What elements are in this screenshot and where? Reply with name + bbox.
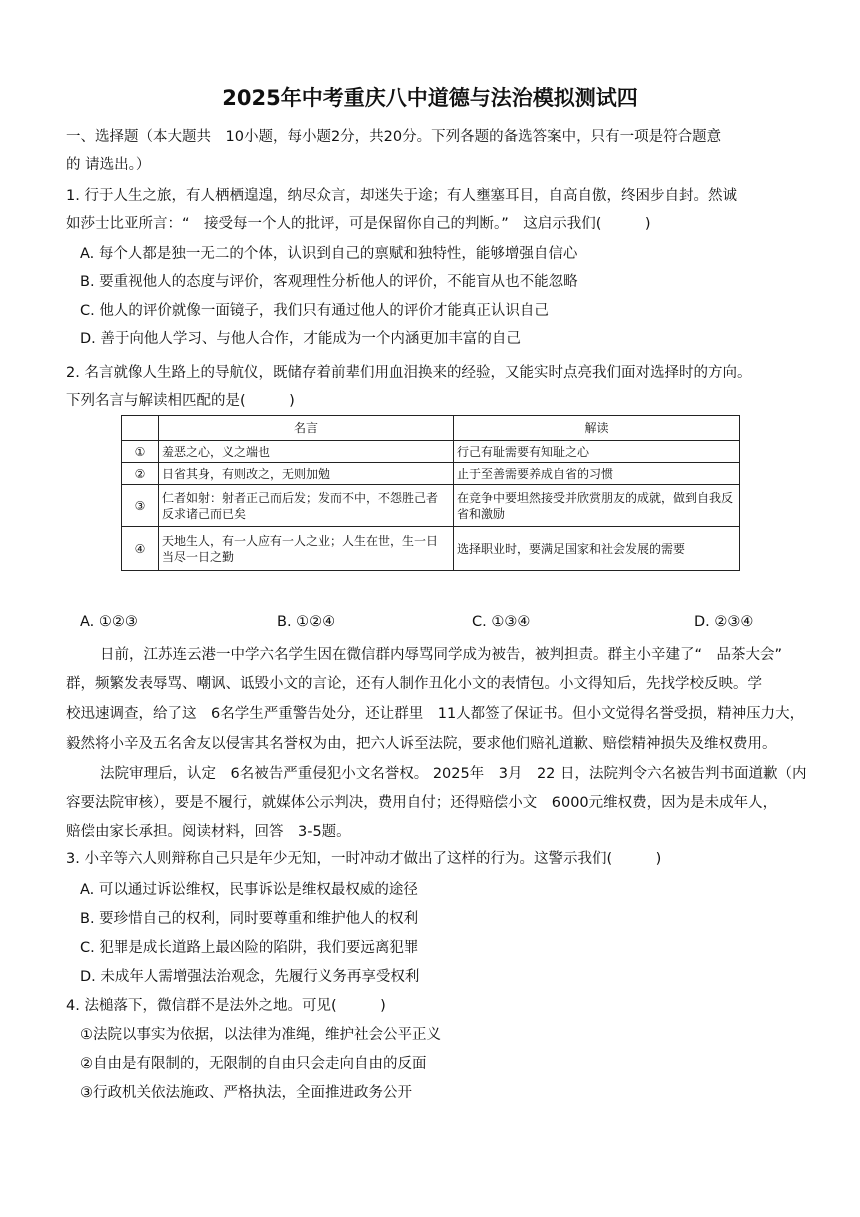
material-p2-line-1: 法院审理后，认定 6名被告严重侵犯小文名誉权。 2025年 3月 22 日，法院判令六名被告判书面道歉（内 <box>100 766 807 782</box>
q3-option-a: A. 可以通过诉讼维权，民事诉讼是维权最权威的途径 <box>80 882 418 898</box>
material-p2-line-3: 赔偿由家长承担。阅读材料，回答 3-5题。 <box>66 824 351 840</box>
material-p1-line-3: 校迅速调查，给了这 6名学生严重警告处分，还让群里 11人都签了保证书。但小文觉得名誉受损，精神压力大， <box>66 706 805 722</box>
quotes-table <box>121 415 740 571</box>
material-p2-line-2: 容要法院审核），要是不履行，就媒体公示判决，费用自付；还得赔偿小文 6000元维权费，因为是未成年人， <box>66 795 778 811</box>
q1-option-a: A. 每个人都是独一无二的个体，认识到自己的禀赋和独特性，能够增强自信心 <box>80 246 578 262</box>
table-cell-interpretation: 止于至善需要养成自省的习惯 <box>454 463 740 485</box>
section-header-line-2: 的 请选出。） <box>66 157 151 173</box>
q3-option-d: D. 未成年人需增强法治观念，先履行义务再享受权利 <box>80 969 420 985</box>
table-cell-interpretation: 选择职业时，要满足国家和社会发展的需要 <box>454 527 740 571</box>
q2-option-b: B. ①②④ <box>277 614 336 630</box>
table-cell-quote: 日省其身，有则改之，无则加勉 <box>159 463 454 485</box>
q1-stem-line-2: 如莎士比亚所言：“ 接受每一个人的批评，可是保留你自己的判断。” 这启示我们( ) <box>66 216 651 232</box>
q1-option-c: C. 他人的评价就像一面镜子，我们只有通过他人的评价才能真正认识自己 <box>80 303 549 319</box>
q2-stem-line-2: 下列名言与解读相匹配的是( ) <box>66 393 295 409</box>
material-p1-line-1: 日前，江苏连云港一中学六名学生因在微信群内辱骂同学成为被告，被判担责。群主小辛建了“ 品茶大会” <box>100 647 783 663</box>
table-cell-quote: 天地生人，有一人应有一人之业；人生在世，生一日 当尽一日之勤 <box>159 527 454 571</box>
page-title: 2025年中考重庆八中道德与法治模拟测试四 <box>222 86 638 110</box>
q4-item-1: ①法院以事实为依据，以法律为准绳，维护社会公平正义 <box>80 1027 441 1043</box>
table-cell-number: ① <box>122 441 159 463</box>
table-header-row <box>122 416 740 441</box>
table-row <box>122 463 740 485</box>
q3-option-c: C. 犯罪是成长道路上最凶险的陷阱，我们要远离犯罪 <box>80 940 419 956</box>
table-cell-interpretation: 行己有耻需要有知耻之心 <box>454 441 740 463</box>
table-cell-number: ④ <box>122 527 159 571</box>
q3-stem: 3. 小辛等六人则辩称自己只是年少无知，一时冲动才做出了这样的行为。这警示我们( ) <box>66 851 662 867</box>
q2-stem-line-1: 2. 名言就像人生路上的导航仪，既储存着前辈们用血泪换来的经验，又能实时点亮我们面对选择时的方向。 <box>66 365 752 381</box>
material-p1-line-4: 毅然将小辛及五名舍友以侵害其名誉权为由，把六人诉至法院，要求他们赔礼道歉、赔偿精神损失及维权费用。 <box>66 736 777 752</box>
table-row <box>122 485 740 527</box>
table-header-cell: 解读 <box>454 416 740 441</box>
q4-item-3: ③行政机关依法施政、严格执法，全面推进政务公开 <box>80 1085 412 1101</box>
material-p1-line-2: 群，频繁发表辱骂、嘲讽、诋毁小文的言论，还有人制作丑化小文的表情包。小文得知后，先找学校反映。学 <box>66 676 762 692</box>
q4-item-2: ②自由是有限制的，无限制的自由只会走向自由的反面 <box>80 1056 427 1072</box>
table-cell-number: ② <box>122 463 159 485</box>
q2-option-d: D. ②③④ <box>694 614 754 630</box>
q3-option-b: B. 要珍惜自己的权利，同时要尊重和维护他人的权利 <box>80 911 419 927</box>
table-row <box>122 441 740 463</box>
q2-option-a: A. ①②③ <box>80 614 138 630</box>
q4-stem: 4. 法槌落下，微信群不是法外之地。可见( ) <box>66 998 386 1014</box>
section-header-line-1: 一、选择题（本大题共 10小题，每小题2分，共20分。下列各题的备选答案中，只有一项是符合题意 <box>66 129 722 145</box>
q1-stem-line-1: 1. 行于人生之旅，有人栖栖遑遑，纳尽众言，却迷失于途；有人壅塞耳目，自高自傲，终困步自封。然诚 <box>66 188 737 204</box>
q1-option-b: B. 要重视他人的态度与评价，客观理性分析他人的评价，不能盲从也不能忽略 <box>80 274 578 290</box>
table-cell-interpretation: 在竞争中要坦然接受并欣赏朋友的成就，做到自我反省和激励 <box>454 485 740 527</box>
q1-option-d: D. 善于向他人学习、与他人合作，才能成为一个内涵更加丰富的自己 <box>80 331 521 347</box>
table-header-cell <box>122 416 159 441</box>
table-cell-quote: 羞恶之心，义之端也 <box>159 441 454 463</box>
table-cell-quote: 仁者如射：射者正己而后发；发而不中，不怨胜己者 反求诸己而已矣 <box>159 485 454 527</box>
table-cell-number: ③ <box>122 485 159 527</box>
q2-option-c: C. ①③④ <box>472 614 531 630</box>
table-row <box>122 527 740 571</box>
table-header-cell: 名言 <box>159 416 454 441</box>
